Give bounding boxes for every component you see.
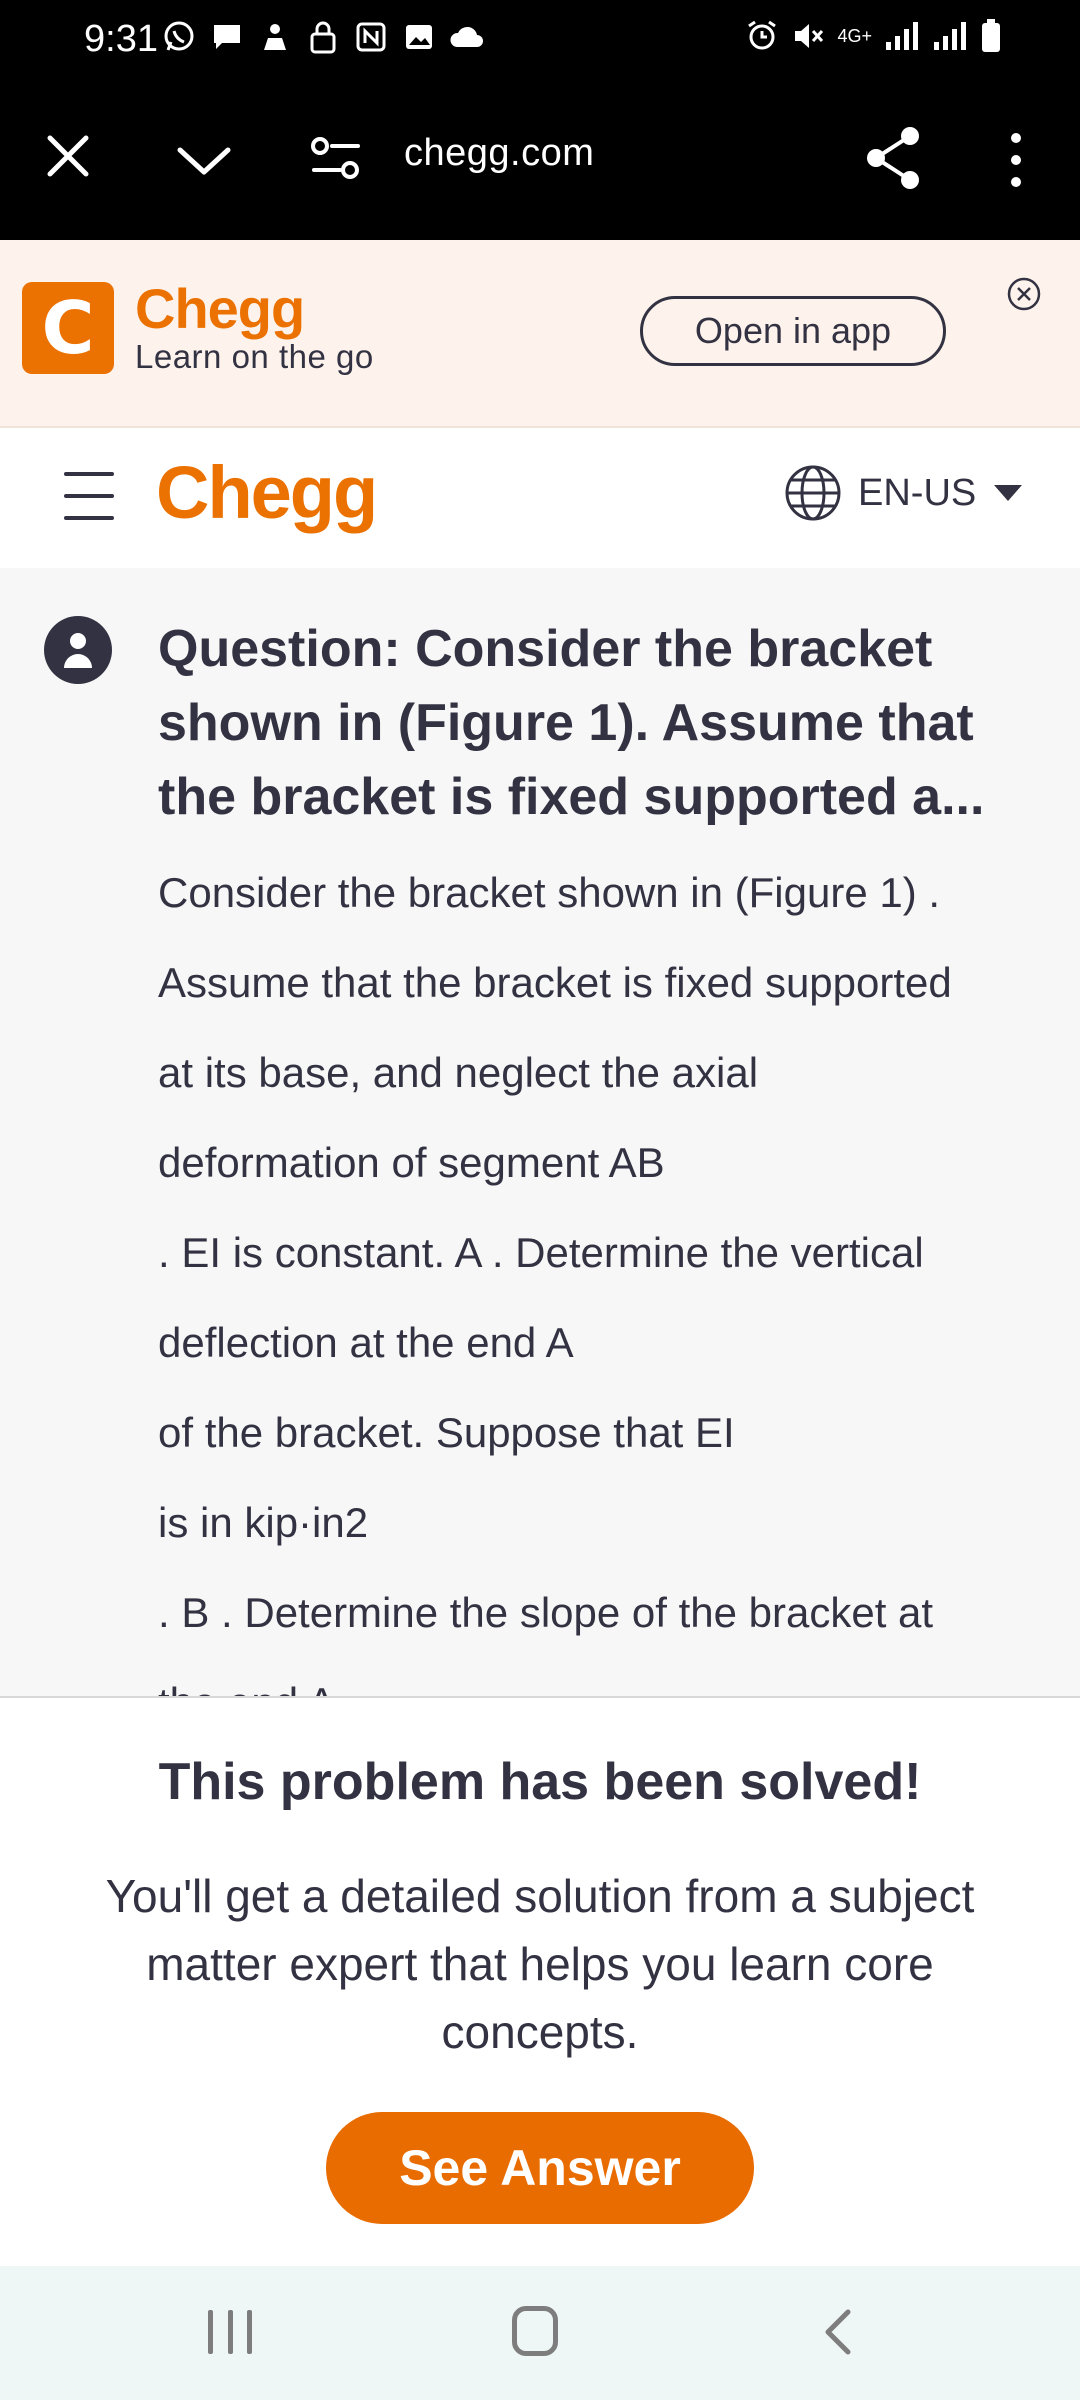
signal-icon-2	[932, 20, 968, 52]
question-body-line: . EI is constant. A . Determine the vertical	[158, 1229, 924, 1276]
close-tab-icon[interactable]	[40, 128, 96, 184]
upload-icon	[258, 20, 292, 54]
app-tagline: Learn on the go	[135, 338, 374, 375]
recents-icon[interactable]	[208, 2310, 252, 2354]
site-settings-icon[interactable]	[310, 130, 362, 186]
solved-title: This problem has been solved!	[158, 1753, 922, 1811]
menu-icon[interactable]	[64, 472, 114, 520]
question-body-line: is in kip·in2	[158, 1499, 369, 1546]
question-body-line: deformation of segment AB	[158, 1139, 665, 1186]
question-body-line: at its base, and neglect the axial	[158, 1049, 759, 1096]
question-body-line: Assume that the bracket is fixed supported	[158, 959, 952, 1006]
url-bar[interactable]: chegg.com	[404, 132, 595, 174]
site-header	[0, 428, 1080, 568]
question-body-line: . B . Determine the slope of the bracket at	[158, 1589, 934, 1636]
language-selector[interactable]	[784, 464, 1024, 522]
user-avatar-icon	[44, 616, 112, 684]
gallery-icon	[402, 20, 436, 54]
network-type: 4G+	[837, 26, 872, 46]
chat-icon	[210, 20, 244, 54]
alarm-icon	[745, 19, 779, 53]
question-body-line: deflection at the end A	[158, 1319, 574, 1366]
chevron-down-icon[interactable]	[172, 132, 236, 188]
more-options-icon[interactable]	[998, 128, 1034, 192]
globe-icon	[784, 464, 842, 522]
question-body-line: Consider the bracket shown in (Figure 1) .	[158, 869, 941, 916]
system-nav-bar	[0, 2266, 1080, 2400]
question-title[interactable]	[158, 612, 1048, 834]
mute-icon	[791, 19, 825, 53]
status-bar	[0, 0, 1080, 80]
solved-description: You'll get a detailed solution from a subject matter expert that helps you learn core concepts.	[105, 1870, 975, 2058]
question-title-line: Question: Consider the bracket	[158, 620, 933, 678]
chegg-app-logo: C	[22, 282, 114, 374]
open-in-app-button[interactable]: Open in app	[640, 296, 946, 366]
language-label: EN-US	[858, 471, 977, 514]
see-answer-button[interactable]: See Answer	[326, 2112, 754, 2224]
status-time: 9:31	[84, 18, 158, 60]
question-body	[158, 848, 1038, 1748]
system-icons	[745, 18, 1002, 54]
question-title-line: shown in (Figure 1). Assume that	[158, 694, 974, 752]
question-body-line: of the bracket. Suppose that EI	[158, 1409, 735, 1456]
home-icon[interactable]	[512, 2306, 558, 2356]
browser-toolbar	[0, 80, 1080, 240]
question-content	[0, 568, 1080, 1698]
signal-icon	[884, 20, 920, 52]
banner-close-icon[interactable]	[1006, 276, 1042, 312]
question-title-line: the bracket is fixed supported a...	[158, 768, 985, 826]
site-logo[interactable]: Chegg	[156, 451, 377, 534]
whatsapp-icon	[162, 20, 196, 54]
share-icon[interactable]	[862, 124, 926, 192]
solved-card	[0, 1696, 1080, 2266]
dropdown-caret-icon	[992, 483, 1024, 503]
app-name: Chegg	[135, 277, 305, 340]
cloud-icon	[450, 20, 484, 54]
app-banner	[0, 240, 1080, 428]
back-icon[interactable]	[820, 2306, 856, 2358]
nfc-icon	[354, 20, 388, 54]
lock-icon	[306, 20, 340, 54]
battery-icon	[980, 18, 1002, 54]
notification-icons	[162, 20, 484, 54]
